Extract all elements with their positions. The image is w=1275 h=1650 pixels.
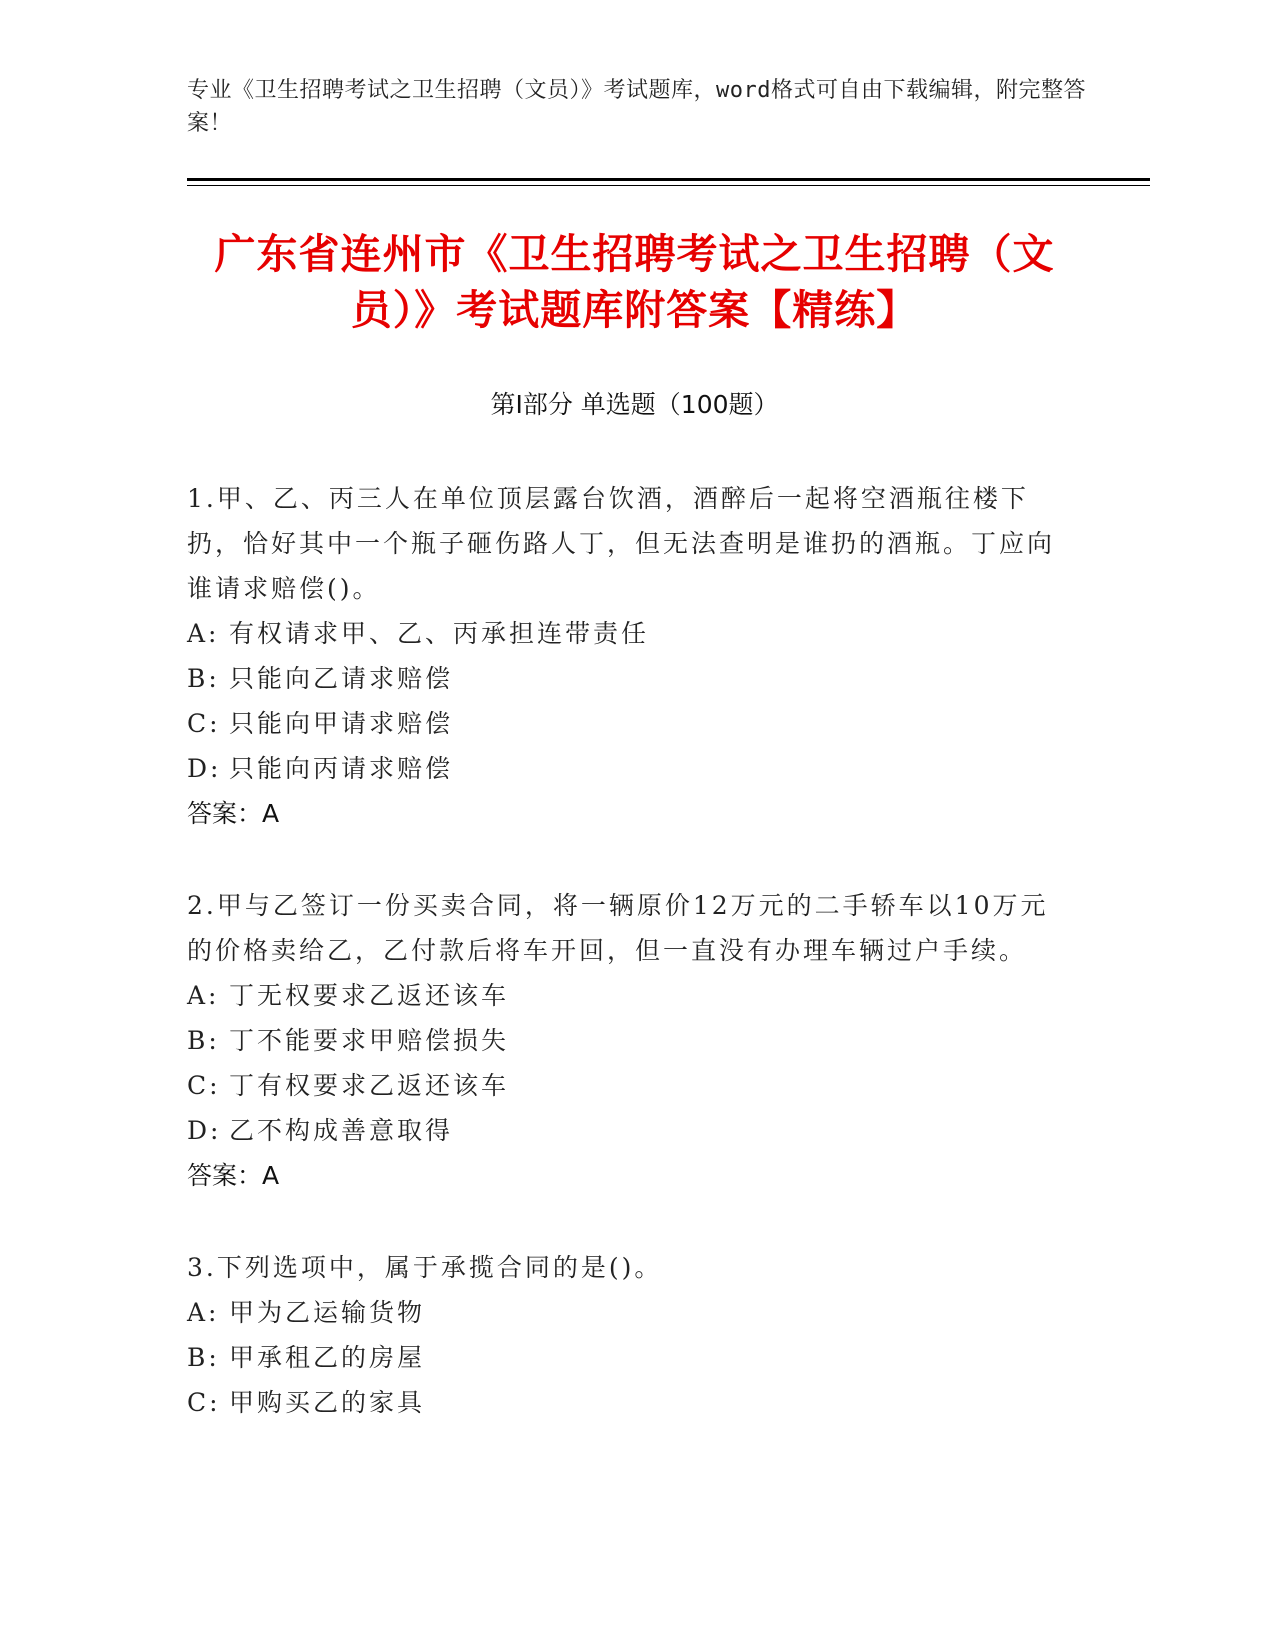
option-b (187, 1335, 1067, 1380)
option-text: 只能向乙请求赔偿 (229, 664, 454, 693)
option-text: 丁不能要求甲赔偿损失 (229, 1026, 510, 1055)
question-stem: 3.下列选项中，属于承揽合同的是()。 (187, 1253, 663, 1282)
option-letter: C: (187, 1071, 221, 1100)
header-rule-thin (187, 185, 1150, 186)
section-title: 第Ⅰ部分 单选题（100题） (490, 390, 779, 419)
option-letter: A: (187, 981, 220, 1010)
option-letter: B: (187, 664, 220, 693)
option-text: 只能向丙请求赔偿 (229, 754, 454, 783)
answer-line: 答案：A (187, 799, 280, 828)
option-text: 只能向甲请求赔偿 (229, 709, 454, 738)
option-letter: A: (187, 619, 220, 648)
option-text: 丁无权要求乙返还该车 (229, 981, 510, 1010)
option-text: 乙不构成善意取得 (229, 1116, 454, 1145)
option-letter: C: (187, 1388, 221, 1417)
header-note: 专业《卫生招聘考试之卫生招聘（文员）》考试题库，word格式可自由下载编辑，附完整答案！ (187, 78, 1086, 136)
option-a (187, 1290, 1067, 1335)
question-list (187, 476, 1067, 1472)
option-text: 有权请求甲、乙、丙承担连带责任 (229, 619, 650, 648)
option-text: 甲为乙运输货物 (229, 1298, 426, 1327)
question-2 (187, 883, 1067, 1198)
option-letter: B: (187, 1343, 220, 1372)
option-text: 甲承租乙的房屋 (229, 1343, 426, 1372)
option-a (187, 973, 1067, 1018)
option-letter: D: (187, 754, 222, 783)
question-3 (187, 1245, 1067, 1425)
question-1 (187, 476, 1067, 836)
option-d (187, 746, 1067, 791)
question-stem: 1.甲、乙、丙三人在单位顶层露台饮酒，酒醉后一起将空酒瓶往楼下扔，恰好其中一个瓶子砸伤路人丁，但无法查明是谁扔的酒瓶。丁应向谁请求赔偿()。 (187, 484, 1056, 603)
question-stem: 2.甲与乙签订一份买卖合同，将一辆原价12万元的二手轿车以10万元的价格卖给乙，乙付款后将车开回，但一直没有办理车辆过户手续。 (187, 891, 1049, 965)
option-a (187, 611, 1067, 656)
option-c (187, 701, 1067, 746)
document-title: 广东省连州市《卫生招聘考试之卫生招聘（文员）》考试题库附答案【精练】 (214, 230, 1055, 334)
option-text: 丁有权要求乙返还该车 (229, 1071, 510, 1100)
option-c (187, 1380, 1067, 1425)
option-b (187, 1018, 1067, 1063)
option-d (187, 1108, 1067, 1153)
option-letter: B: (187, 1026, 220, 1055)
option-b (187, 656, 1067, 701)
answer-line: 答案：A (187, 1161, 280, 1190)
option-letter: A: (187, 1298, 220, 1327)
header-rule-thick (187, 178, 1150, 181)
option-letter: C: (187, 709, 221, 738)
option-text: 甲购买乙的家具 (229, 1388, 426, 1417)
option-letter: D: (187, 1116, 222, 1145)
option-c (187, 1063, 1067, 1108)
